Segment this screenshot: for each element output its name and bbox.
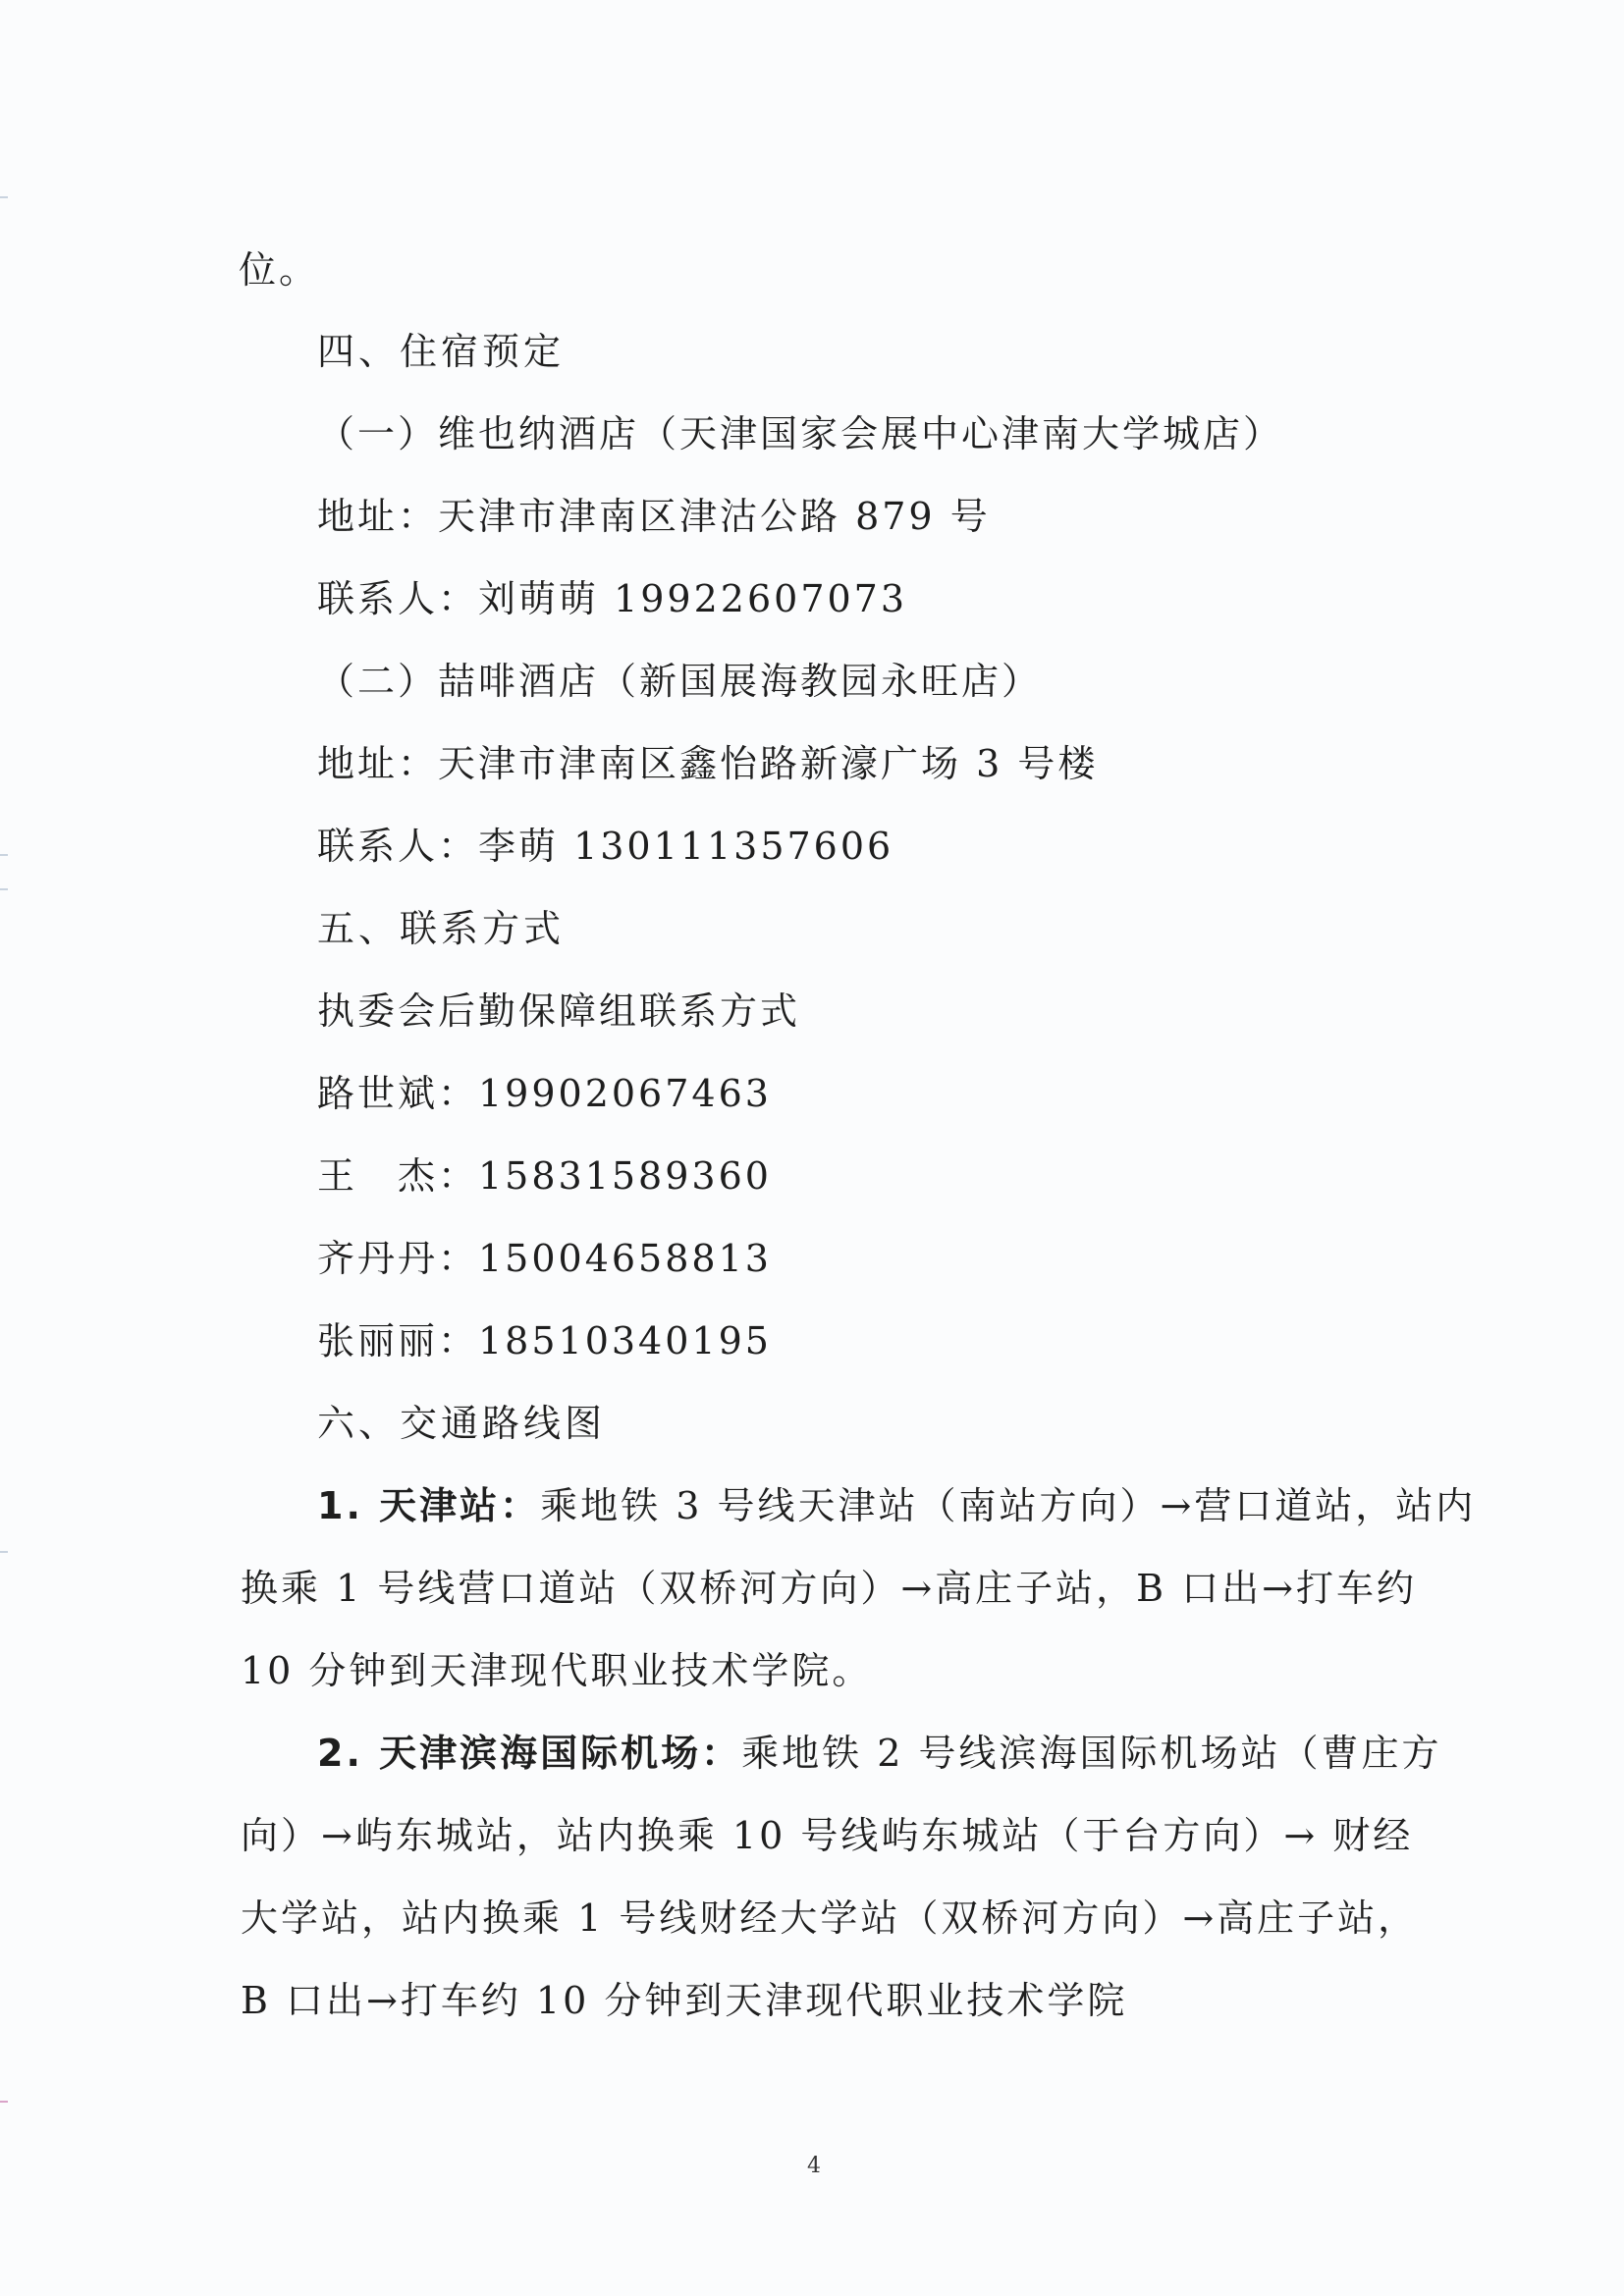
scan-edge-mark	[0, 196, 8, 198]
route-2-label: 2. 天津滨海国际机场：	[317, 1732, 742, 1775]
scan-edge-mark	[0, 854, 8, 856]
contact-person: 王 杰：15831589360	[317, 1154, 772, 1198]
scan-edge-mark	[0, 2101, 8, 2103]
route-1-line: 10 分钟到天津现代职业技术学院。	[241, 1649, 873, 1692]
route-2-line: 大学站，站内换乘 1 号线财经大学站（双桥河方向）→高庄子站，	[241, 1896, 1419, 1940]
hotel-1-contact: 联系人：刘萌萌 19922607073	[317, 577, 908, 620]
scan-edge-mark	[0, 1551, 8, 1553]
hotel-1-address: 地址：天津市津南区津沽公路 879 号	[317, 495, 991, 538]
hotel-2-address: 地址：天津市津南区鑫怡路新濠广场 3 号楼	[317, 742, 1099, 785]
contact-group-title: 执委会后勤保障组联系方式	[317, 989, 801, 1033]
hotel-1-name: （一）维也纳酒店（天津国家会展中心津南大学城店）	[317, 412, 1284, 455]
scan-edge-mark	[0, 888, 8, 890]
route-1-first-line	[317, 1481, 1476, 1530]
hotel-2-contact: 联系人：李萌 130111357606	[317, 825, 894, 868]
hotel-2-name: （二）喆啡酒店（新国展海教园永旺店）	[317, 660, 1043, 703]
route-2-line: 向）→屿东城站，站内换乘 10 号线屿东城站（于台方向）→ 财经	[241, 1814, 1414, 1857]
route-2-text: 乘地铁 2 号线滨海国际机场站（曹庄方	[741, 1732, 1442, 1775]
section-heading-contact: 五、联系方式	[317, 907, 566, 950]
section-heading-accommodation: 四、住宿预定	[317, 330, 566, 373]
contact-person: 路世斌：19902067463	[317, 1072, 772, 1115]
route-2-first-line	[317, 1729, 1441, 1778]
contact-person: 齐丹丹：15004658813	[317, 1237, 772, 1280]
page-number: 4	[807, 2154, 821, 2178]
route-1-label: 1. 天津站：	[317, 1484, 541, 1527]
section-heading-transport: 六、交通路线图	[317, 1402, 607, 1445]
contact-person: 张丽丽：18510340195	[317, 1319, 772, 1362]
text-line: 位。	[239, 248, 320, 292]
route-1-text: 乘地铁 3 号线天津站（南站方向）→营口道站，站内	[540, 1484, 1477, 1527]
route-1-line: 换乘 1 号线营口道站（双桥河方向）→高庄子站，B 口出→打车约	[241, 1567, 1418, 1610]
route-2-line: B 口出→打车约 10 分钟到天津现代职业技术学院	[241, 1979, 1128, 2022]
